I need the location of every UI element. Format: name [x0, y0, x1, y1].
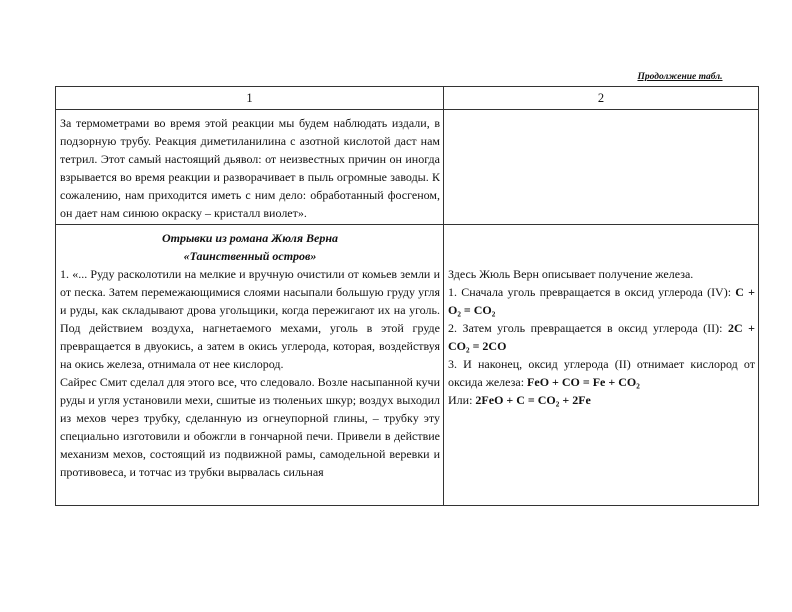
step-3-text: 3. И наконец, оксид углерода (II) отнимает кислород от оксида железа: — [448, 357, 755, 389]
equation-3: FeO + CO = Fe + CO₂ — [527, 375, 640, 389]
explanation-step-1 — [448, 283, 755, 319]
row1-text: За термометрами во время этой реакции мы будем наблюдать издали, в подзорную трубу. Реакция диметиланилина с азотной кислотой даст нам тетрил. Этот самый настоящий дьявол: от неизвестных причин он иногда взрывается во время реакции и разворачивает в пыль огромные заводы. К сожалению, нам приходится иметь с ним дело: обработанный фосгеном, он дает нам синюю окраску – кристалл виолет». — [60, 116, 440, 220]
column-header-1: 1 — [56, 87, 444, 110]
novel-title-line1: Отрывки из романа Жюля Верна — [161, 231, 339, 245]
row2-right-content — [444, 225, 758, 411]
explanation-alternative — [448, 391, 755, 409]
content-table — [55, 86, 759, 506]
table-row — [56, 225, 759, 506]
alternative-label: Или: — [448, 393, 473, 407]
equation-1: C + O₂ = CO₂ — [448, 285, 755, 317]
table-row — [56, 110, 759, 225]
column-header-2: 2 — [444, 87, 759, 110]
equation-2: 2C + CO₂ = 2CO — [448, 321, 755, 353]
row2-left-content — [56, 225, 443, 505]
step-2-text: 2. Затем уголь превращается в оксид углерода (II): — [448, 321, 723, 335]
step-1-text: 1. Сначала уголь превращается в оксид углерода (IV): — [448, 285, 732, 299]
novel-title-line2: «Таинственный остров» — [183, 249, 317, 263]
equation-4: 2FeO + C = CO₂ + 2Fe — [475, 393, 591, 407]
table-continuation-caption: Продолжение табл. — [637, 72, 723, 82]
excerpt-paragraph-1: 1. «... Руду расколотили на мелкие и вручную очистили от комьев земли и от песка. Затем перемежающимися слоями насыпали большую груду угля и руды, как складывают дрова угольщики, когда пережигают их на уголь. Под действием воздуха, нагнетаемого мехами, уголь в этой груде превращается в двуокись, а затем в окись углерода, которая, воздействуя на окись железа, отнимала от нее кислород. — [60, 267, 440, 371]
row1-right-cell — [444, 110, 759, 225]
row2-left-cell — [56, 225, 444, 506]
explanation-intro: Здесь Жюль Верн описывает получение железа. — [448, 267, 694, 281]
header-row — [56, 87, 759, 110]
row1-left-cell — [56, 110, 444, 225]
explanation-step-2 — [448, 319, 755, 355]
explanation-step-3 — [448, 355, 755, 391]
row2-right-cell — [444, 225, 759, 506]
excerpt-paragraph-2: Сайрес Смит сделал для этого все, что следовало. Возле насыпанной кучи руды и угля установили мехи, сшитые из тюленьих шкур; воздух выходил из мехов через трубку, сделанную из огнеупорной глины, – трубку эту специально изготовили и обожгли в гончарной печи. Привели в действие механизм мехов, состоящий из подвижной рамы, самодельной веревки и противовеса, и тотчас из трубки вырвалась сильная — [60, 375, 440, 479]
